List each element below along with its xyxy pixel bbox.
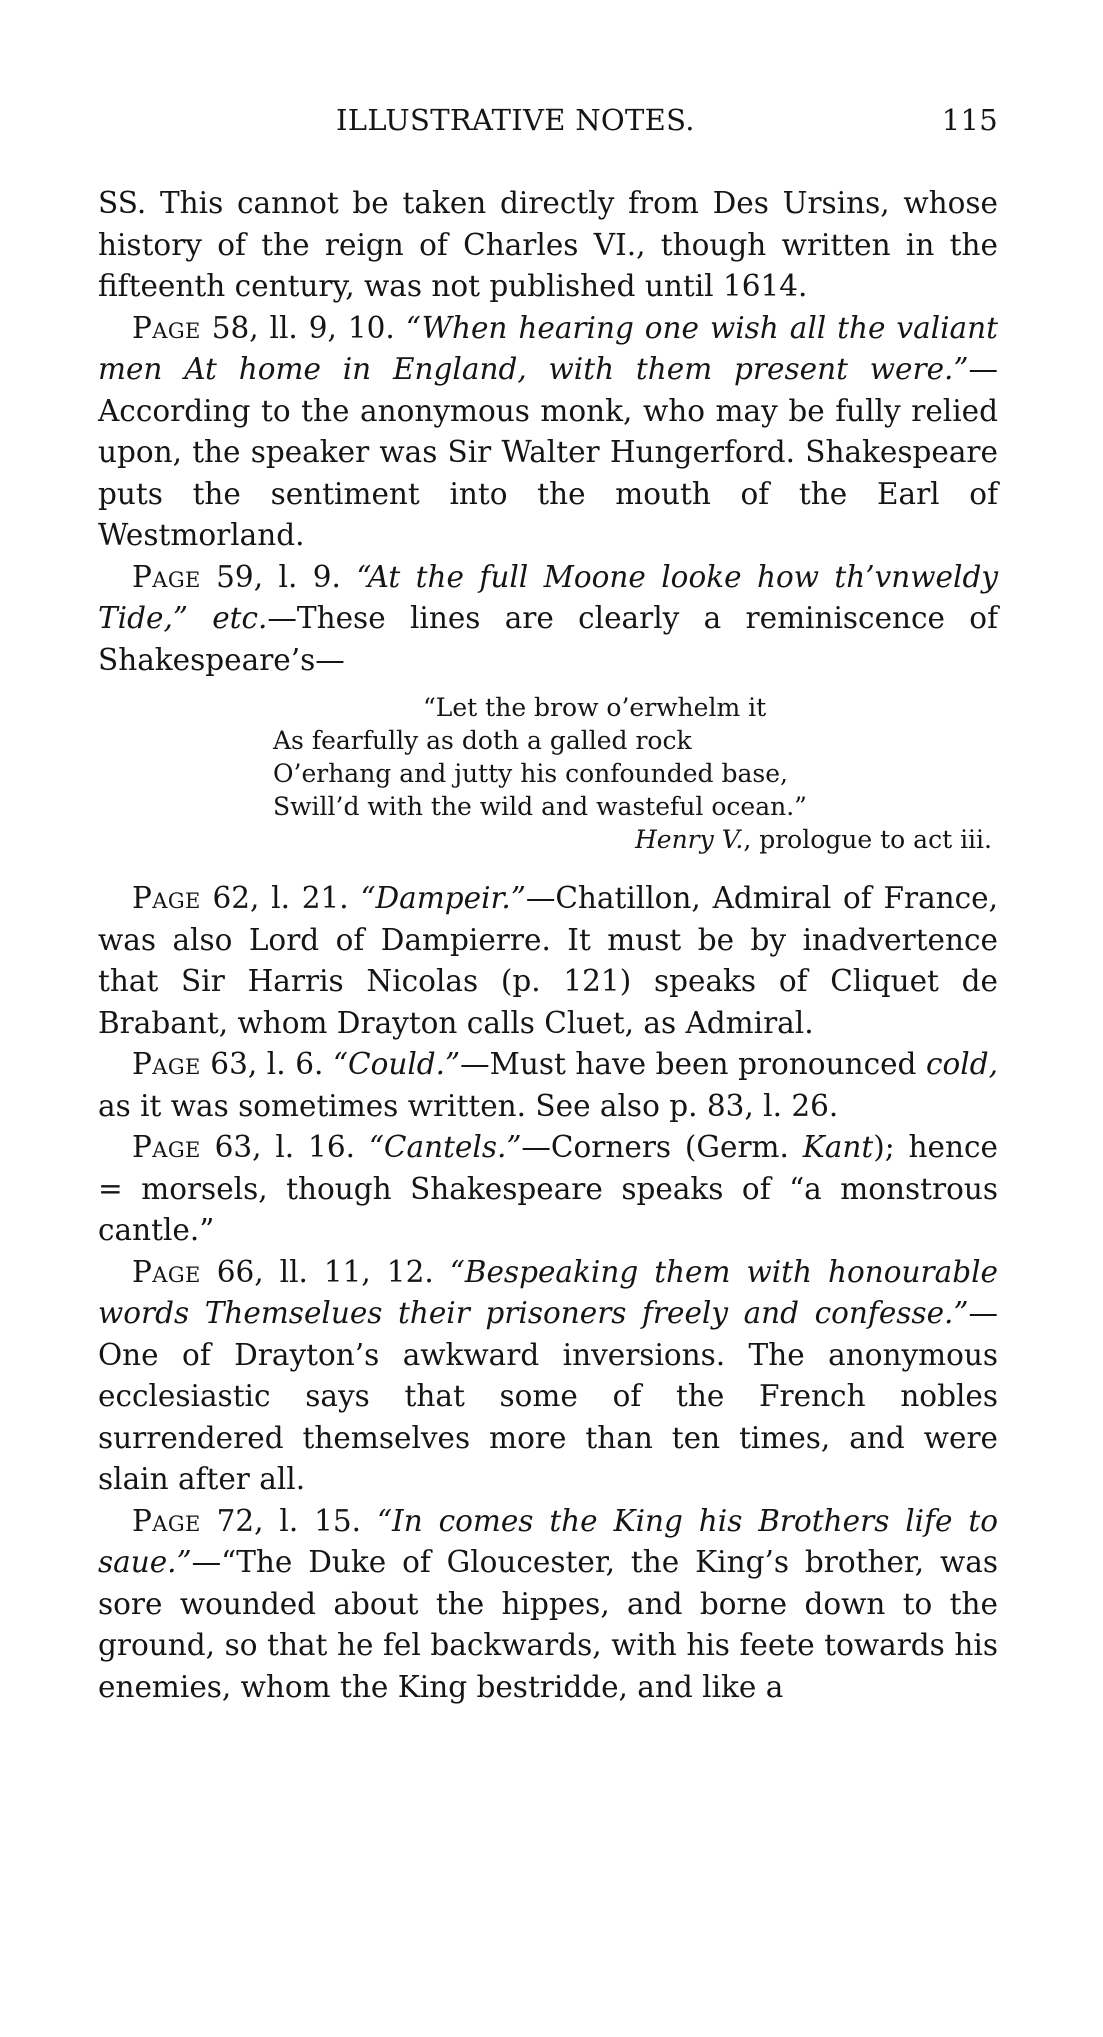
note-ref: 62, l. 21. [200, 881, 361, 915]
note-label: Page [132, 1503, 201, 1538]
note-text: —One of Drayton’s awkward inversions. The anonymous ecclesiastic says that some of the French nobles surrendered themselves more than ten times, and were slain after all. [98, 1296, 998, 1496]
note-ref: 63, l. 6. [200, 1047, 333, 1081]
note-ref: 58, ll. 9, 10. [200, 310, 406, 345]
note-quote: “Cantels.” [368, 1130, 522, 1164]
note-quote: “When hearing one wish all the valiant men At home in England, with them present were.” [98, 310, 998, 386]
note-quote: “Could.” [332, 1047, 461, 1081]
note-text-emphasis: cold, [926, 1047, 998, 1081]
note-quote: “In comes the King his Brothers life to saue.” [98, 1503, 998, 1579]
note-page-66 [98, 1252, 998, 1501]
note-page-63-line-6 [98, 1044, 998, 1127]
running-head: ILLUSTRATIVE NOTES. [336, 103, 695, 137]
note-ref: 63, l. 16. [200, 1130, 369, 1164]
note-text: —According to the anonymous monk, who may be fully relied upon, the speaker was Sir Walter Hungerford. Shakespeare puts the sentiment into the mouth of the Earl of Westmorland. [98, 352, 998, 552]
verse-quotation [273, 691, 998, 856]
note-text-pre: —Corners (Germ. [521, 1130, 803, 1164]
note-text-pre: —Must have been pronounced [460, 1047, 927, 1081]
note-text: —Chatillon, Admiral of France, was also Lord of Dampierre. It must be by inadvertence that Sir Harris Nicolas (p. 121) speaks of Cliquet de Brabant, whom Drayton calls Cluet, as Admiral. [98, 881, 999, 1040]
note-quote: “At the full Moone looke how th’vnweldy Tide,” etc. [98, 559, 998, 635]
note-ref: 72, l. 15. [200, 1503, 377, 1538]
note-ref: 59, l. 9. [200, 559, 357, 594]
note-quote: “Bespeaking them with honourable words Themselues their prisoners freely and confesse.” [98, 1254, 998, 1330]
verse-line: “Let the brow o’erwhelm it [423, 693, 767, 722]
note-text: as it was sometimes written. See also p. 83, l. 26. [98, 1088, 839, 1123]
verse-line: O’erhang and jutty his confounded base, [273, 759, 788, 788]
verse-line: As fearfully as doth a galled rock [273, 726, 692, 755]
note-page-58 [98, 308, 998, 557]
note-text: —These lines are clearly a reminiscence of Shakespeare’s— [98, 601, 998, 677]
note-page-72 [98, 1501, 998, 1709]
citation-rest: , prologue to act iii. [743, 825, 992, 854]
note-label: Page [132, 1254, 201, 1289]
note-label: Page [132, 559, 201, 594]
page-number: 115 [941, 103, 998, 137]
citation-title: Henry V. [634, 825, 744, 854]
note-label: Page [132, 310, 201, 345]
page-header [98, 103, 998, 151]
continuation-paragraph: SS. This cannot be taken directly from Des Ursins, whose history of the reign of Charles VI., though written in the fifteenth century, was not published until 1614. [98, 186, 998, 303]
notes-body [98, 183, 998, 1708]
note-label: Page [132, 881, 201, 915]
note-page-59 [98, 557, 998, 682]
note-text-emphasis: Kant [802, 1130, 874, 1164]
note-text: ); hence = morsels, though Shakespeare speaks of “a monstrous cantle.” [98, 1130, 998, 1247]
verse-line: Swill’d with the wild and wasteful ocean.” [273, 792, 807, 821]
note-text: —“The Duke of Gloucester, the King’s brother, was sore wounded about the hippes, and borne down to the ground, so that he fel backwards, with his feete towards his enemies, whom the King bestridde, and like a [98, 1545, 998, 1704]
book-page [98, 103, 998, 1708]
verse-citation [273, 823, 998, 856]
note-ref: 66, ll. 11, 12. [200, 1254, 450, 1289]
note-page-63-line-16 [98, 1127, 998, 1252]
note-label: Page [132, 1047, 201, 1081]
note-page-62 [98, 878, 998, 1044]
note-quote: “Dampeir.” [360, 881, 526, 915]
note-label: Page [132, 1130, 201, 1164]
